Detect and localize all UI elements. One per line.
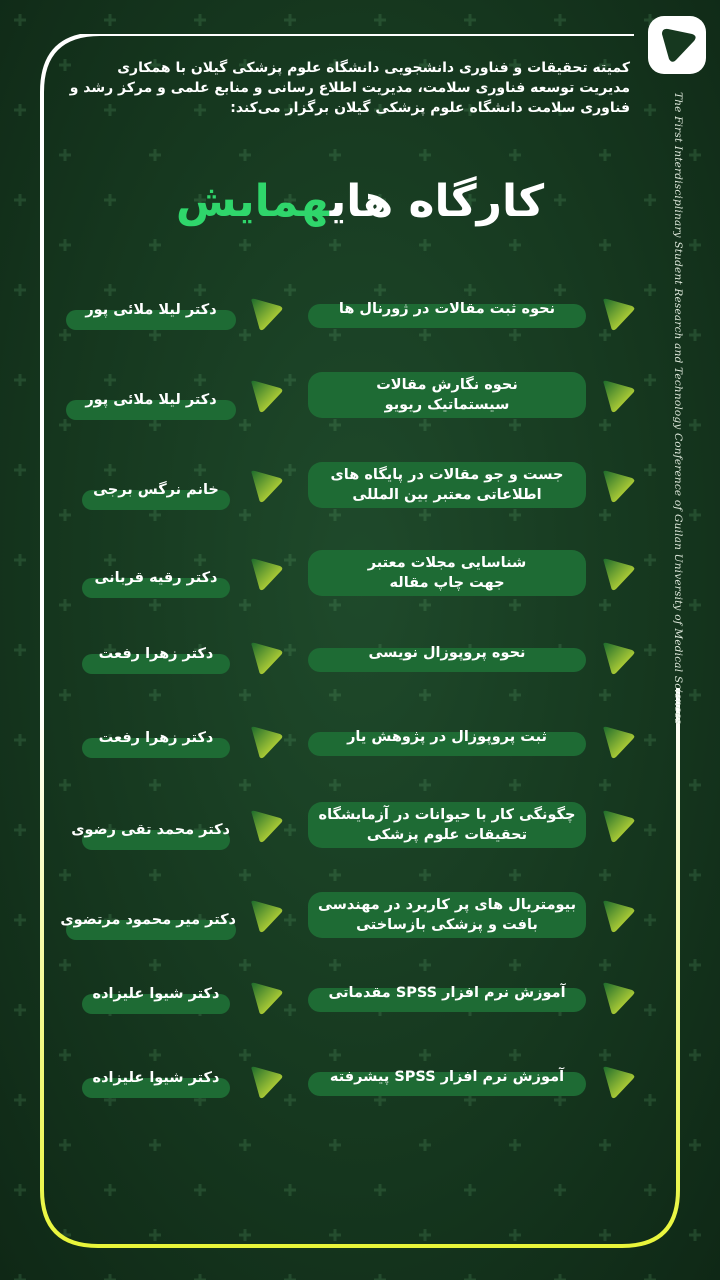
workshop-speaker (66, 302, 236, 330)
workshop-topic-line: تحقیقات علوم پزشکی (366, 827, 528, 843)
speaker-name: دکتر شیوا علیزاده (92, 986, 220, 1002)
speaker-name: دکتر لیلا ملائی پور (85, 302, 217, 318)
workshop-row (0, 370, 720, 430)
workshop-topic-line: آموزش نرم افزار SPSS پیشرفته (329, 1069, 565, 1085)
triangle-bullet-icon (600, 724, 636, 760)
triangle-bullet-icon (248, 1064, 284, 1100)
triangle-bullet-icon (248, 980, 284, 1016)
triangle-bullet-icon (248, 724, 284, 760)
title-accent: همایش (175, 176, 330, 227)
workshop-topic (308, 1069, 586, 1096)
triangle-bullet-icon (600, 468, 636, 504)
workshop-speaker (82, 570, 230, 598)
workshop-topic-line: بیومتریال های پر کاربرد در مهندسی (317, 897, 577, 913)
workshop-topic-line: ثبت پروپوزال در پژوهش یار (347, 729, 547, 745)
workshop-topic-line: بافت و پزشکی بازساختی (356, 917, 538, 933)
triangle-bullet-icon (248, 468, 284, 504)
workshop-topic (308, 985, 586, 1012)
workshop-row (0, 972, 720, 1032)
workshop-topic (308, 372, 586, 418)
triangle-bullet-icon (600, 808, 636, 844)
workshop-topic-line: نحوه پروپوزال نویسی (368, 645, 526, 661)
workshop-topic-line: نحوه نگارش مقالات (376, 377, 518, 393)
workshop-row (0, 716, 720, 776)
workshop-speaker (82, 1070, 230, 1098)
workshop-row (0, 800, 720, 860)
speaker-name: خانم نرگس برجی (93, 482, 219, 498)
intro-line: فناوری سلامت دانشگاه علوم پزشکی گیلان برگزار می‌کند: (230, 100, 630, 116)
workshop-topic (308, 729, 586, 756)
workshop-speaker (82, 646, 230, 674)
workshop-row (0, 632, 720, 692)
workshop-topic-line: اطلاعاتی معتبر بین المللی (352, 487, 542, 503)
workshop-speaker (66, 392, 236, 420)
workshop-topic-line: جست و جو مقالات در پایگاه های (330, 467, 564, 483)
speaker-name: دکتر لیلا ملائی پور (85, 392, 217, 408)
side-caption: The First Interdisciplinary Student Research and Technology Conference of Guilan University of Medical Sciences (672, 92, 684, 725)
triangle-bullet-icon (600, 980, 636, 1016)
intro-line: کمیته تحقیقات و فناوری دانشجویی دانشگاه علوم پزشکی گیلان با همکاری (117, 60, 630, 76)
speaker-name: دکتر شیوا علیزاده (92, 1070, 220, 1086)
intro-line: مدیریت توسعه فناوری سلامت، مدیریت اطلاع رسانی و منابع علمی و مرکز رشد و (69, 80, 630, 96)
speaker-name: دکتر رقیه قربانی (94, 570, 218, 586)
workshop-topic (308, 301, 586, 328)
workshop-topic (308, 645, 586, 672)
triangle-bullet-icon (600, 378, 636, 414)
workshop-row (0, 548, 720, 608)
triangle-bullet-icon (600, 556, 636, 592)
workshop-topic (308, 462, 586, 508)
workshop-row (0, 1056, 720, 1116)
triangle-bullet-icon (248, 556, 284, 592)
workshop-topic-line: چگونگی کار با حیوانات در آزمایشگاه (318, 807, 576, 823)
speaker-name: دکتر زهرا رفعت (98, 730, 214, 746)
workshop-topic-line: آموزش نرم افزار SPSS مقدماتی (328, 985, 566, 1001)
triangle-bullet-icon (248, 808, 284, 844)
workshop-topic (308, 550, 586, 596)
workshop-topic (308, 892, 586, 938)
triangle-bullet-icon (600, 296, 636, 332)
triangle-bullet-icon (600, 1064, 636, 1100)
workshop-speaker (82, 482, 230, 510)
triangle-bullet-icon (248, 640, 284, 676)
triangle-bullet-icon (600, 898, 636, 934)
workshop-topic-line: نحوه ثبت مقالات در ژورنال ها (338, 301, 556, 317)
workshop-row (0, 460, 720, 520)
triangle-bullet-icon (600, 640, 636, 676)
workshop-speaker (82, 730, 230, 758)
workshop-speaker (82, 986, 230, 1014)
workshop-topic-line: سیستماتیک ریویو (384, 397, 510, 413)
speaker-name: دکتر محمد تقی رضوی (71, 822, 230, 838)
workshop-topic-line: شناسایی مجلات معتبر (367, 555, 527, 571)
triangle-bullet-icon (248, 296, 284, 332)
speaker-name: دکتر میر محمود مرتضوی (60, 912, 236, 928)
triangle-bullet-icon (248, 898, 284, 934)
title-main: کارگاه های (329, 176, 545, 227)
workshop-speaker (60, 912, 236, 940)
speaker-name: دکتر زهرا رفعت (98, 646, 214, 662)
workshop-topic-line: جهت چاپ مقاله (389, 575, 505, 591)
workshop-row (0, 288, 720, 348)
triangle-bullet-icon (248, 378, 284, 414)
workshop-topic (308, 802, 586, 848)
workshop-row (0, 890, 720, 950)
workshop-speaker (71, 822, 230, 850)
